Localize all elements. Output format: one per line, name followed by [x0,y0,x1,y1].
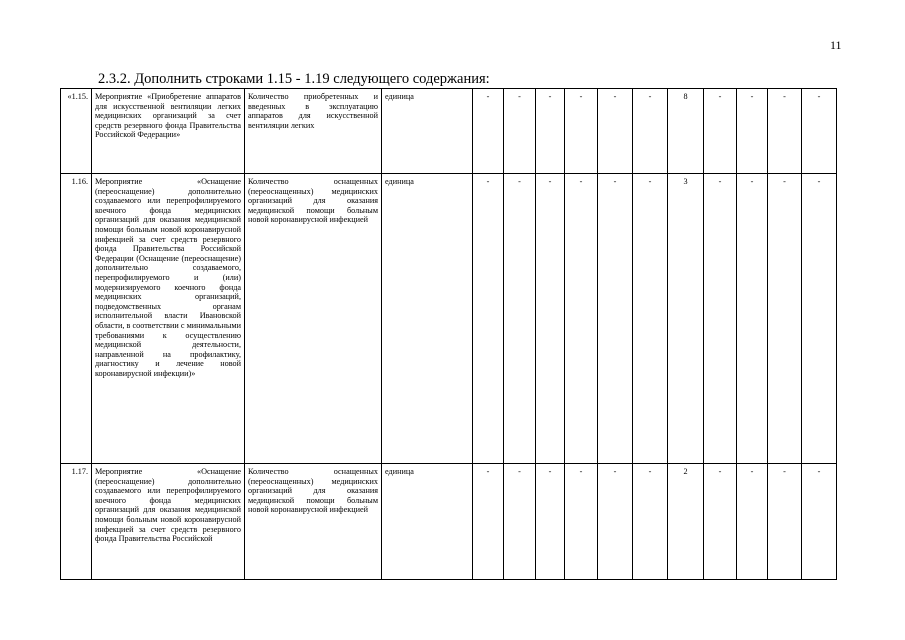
value-cell: - [536,174,565,464]
value-cell: - [536,464,565,580]
value-cell: - [633,89,668,174]
value-cell: 8 [668,89,704,174]
value-cell: - [473,89,504,174]
table-row [61,174,837,464]
value-cell: 2 [668,464,704,580]
value-cell: - [737,89,768,174]
value-cell: - [768,464,802,580]
value-cell: - [598,464,633,580]
indicator-table [60,88,837,580]
value-cell: - [704,89,737,174]
page-number: 11 [830,38,842,52]
value-cell: - [737,464,768,580]
value-cell: - [768,174,802,464]
value-cell: - [504,464,536,580]
indicator-cell: Количество приобретенных и введенных в эксплуатацию аппаратов для искусственной вентиляции легких [245,89,382,174]
section-heading: 2.3.2. Дополнить строками 1.15 - 1.19 следующего содержания: [98,71,490,87]
value-cell: - [598,89,633,174]
event-cell: Мероприятие «Оснащение (переоснащение) дополнительно создаваемого или перепрофилируемого коечного фонда медицинских организаций для оказания медицинской помощи больным новой коронавирусной инфекцией за счет средств резервного фонда Правительства Российской [92,464,245,580]
value-cell: - [802,174,837,464]
value-cell: - [504,174,536,464]
value-cell: - [565,89,598,174]
row-number-cell: «1.15. [61,89,92,174]
value-cell: 3 [668,174,704,464]
event-cell: Мероприятие «Приобретение аппаратов для искусственной вентиляции легких медицинских организаций за счет средств резервного фонда Правительства Российской Федерации» [92,89,245,174]
value-cell: - [473,174,504,464]
value-cell: - [598,174,633,464]
value-cell: - [565,174,598,464]
value-cell: - [768,89,802,174]
indicator-cell: Количество оснащенных (переоснащенных) медицинских организаций для оказания медицинской помощи больным новой коронавирусной инфекцией [245,174,382,464]
value-cell: - [802,89,837,174]
value-cell: - [633,464,668,580]
value-cell: - [504,89,536,174]
row-number-cell: 1.16. [61,174,92,464]
unit-cell: единица [382,89,473,174]
value-cell: - [737,174,768,464]
value-cell: - [802,464,837,580]
value-cell: - [704,174,737,464]
event-cell: Мероприятие «Оснащение (переоснащение) дополнительно создаваемого или перепрофилируемого коечного фонда медицинских организаций для оказания медицинской помощи больным новой коронавирусной инфекцией за счет средств резервного фонда Правительства Российской Федерации (Оснащение (переоснащение) дополнительно создаваемого, перепрофилируемого и (или) модернизируемого коечного фонда медицинских организаций, подведомственных органам исполнительной власти Ивановской области, в соответствии с минимальными требованиями к осуществлению медицинской деятельности, направленной на профилактику, диагностику и лечение новой коронавирусной инфекции)» [92,174,245,464]
value-cell: - [704,464,737,580]
indicator-cell: Количество оснащенных (переоснащенных) медицинских организаций для оказания медицинской помощи больным новой коронавирусной инфекцией [245,464,382,580]
value-cell: - [633,174,668,464]
value-cell: - [536,89,565,174]
value-cell: - [565,464,598,580]
table-row [61,464,837,580]
unit-cell: единица [382,464,473,580]
table-row [61,89,837,174]
unit-cell: единица [382,174,473,464]
value-cell: - [473,464,504,580]
row-number-cell: 1.17. [61,464,92,580]
